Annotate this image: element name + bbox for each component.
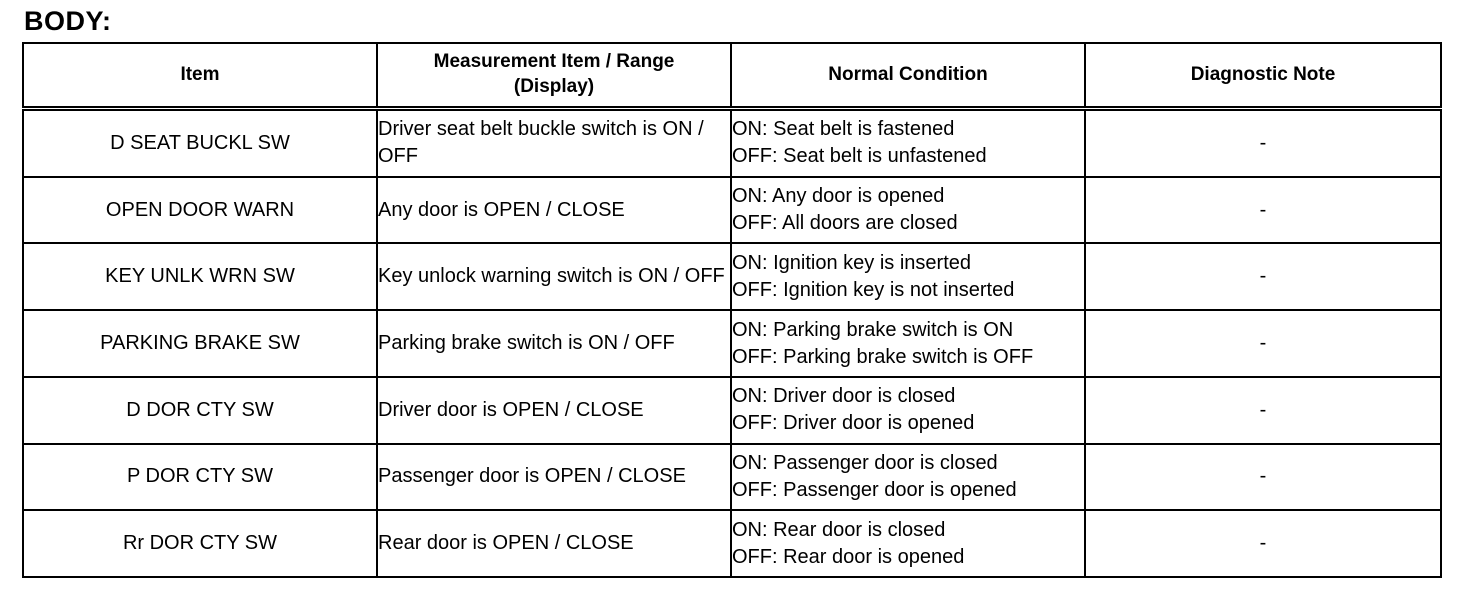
header-item: Item — [23, 43, 377, 109]
note-cell: - — [1085, 243, 1441, 310]
note-cell: - — [1085, 377, 1441, 444]
item-cell: PARKING BRAKE SW — [23, 310, 377, 377]
data-list-table — [22, 42, 1442, 578]
condition-off: OFF: All doors are closed — [732, 212, 958, 235]
note-cell: - — [1085, 310, 1441, 377]
table-row — [23, 510, 1441, 577]
condition-off: OFF: Parking brake switch is OFF — [732, 345, 1034, 368]
note-cell: - — [1085, 510, 1441, 577]
range-cell: Passenger door is OPEN / CLOSE — [377, 444, 731, 511]
condition-on: ON: Driver door is closed — [732, 385, 956, 408]
condition-off: OFF: Driver door is opened — [732, 412, 975, 435]
table-row — [23, 444, 1441, 511]
header-measurement-range: Measurement Item / Range (Display) — [377, 43, 731, 109]
table-row — [23, 109, 1441, 177]
header-diagnostic-note: Diagnostic Note — [1085, 43, 1441, 109]
condition-cell — [731, 444, 1085, 511]
range-cell: Rear door is OPEN / CLOSE — [377, 510, 731, 577]
condition-off: OFF: Ignition key is not inserted — [732, 278, 1015, 301]
table-row — [23, 310, 1441, 377]
condition-cell — [731, 310, 1085, 377]
condition-on: ON: Ignition key is inserted — [732, 251, 971, 274]
note-cell: - — [1085, 109, 1441, 177]
range-cell: Driver door is OPEN / CLOSE — [377, 377, 731, 444]
condition-cell — [731, 177, 1085, 244]
range-cell: Key unlock warning switch is ON / OFF — [377, 243, 731, 310]
item-cell: D DOR CTY SW — [23, 377, 377, 444]
section-title: BODY: — [24, 6, 112, 36]
range-cell: Any door is OPEN / CLOSE — [377, 177, 731, 244]
condition-off: OFF: Rear door is opened — [732, 545, 965, 568]
condition-on: ON: Seat belt is fastened — [732, 118, 955, 141]
condition-cell — [731, 243, 1085, 310]
item-cell: OPEN DOOR WARN — [23, 177, 377, 244]
table-row — [23, 177, 1441, 244]
item-cell: Rr DOR CTY SW — [23, 510, 377, 577]
range-cell: Driver seat belt buckle switch is ON / OFF — [377, 109, 731, 177]
item-cell: KEY UNLK WRN SW — [23, 243, 377, 310]
header-normal-condition: Normal Condition — [731, 43, 1085, 109]
condition-on: ON: Passenger door is closed — [732, 451, 998, 474]
condition-cell — [731, 510, 1085, 577]
condition-on: ON: Parking brake switch is ON — [732, 318, 1014, 341]
table-row — [23, 377, 1441, 444]
condition-cell — [731, 377, 1085, 444]
table-header-row — [23, 43, 1441, 109]
item-cell: D SEAT BUCKL SW — [23, 109, 377, 177]
condition-on: ON: Any door is opened — [732, 185, 945, 208]
condition-on: ON: Rear door is closed — [732, 518, 946, 541]
condition-cell — [731, 109, 1085, 177]
item-cell: P DOR CTY SW — [23, 444, 377, 511]
condition-off: OFF: Passenger door is opened — [732, 478, 1017, 501]
condition-off: OFF: Seat belt is unfastened — [732, 145, 987, 168]
table-row — [23, 243, 1441, 310]
note-cell: - — [1085, 444, 1441, 511]
range-cell: Parking brake switch is ON / OFF — [377, 310, 731, 377]
note-cell: - — [1085, 177, 1441, 244]
